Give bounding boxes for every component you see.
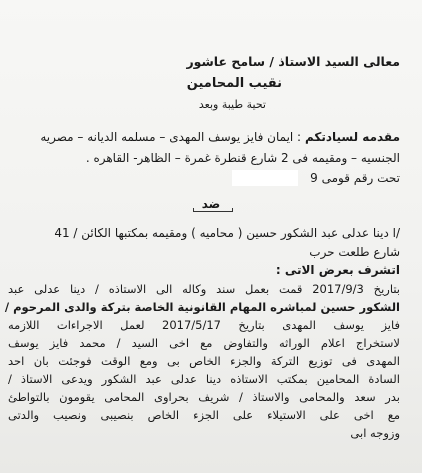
complainant-label: مقدمه لسيادتكم [304,130,400,144]
complainant-details: : ايمان فايز يوسف المهدى – مسلمه الديانه – مصريه [40,130,302,144]
paragraph-line-8: مع اخى على الاستيلاء على الجزء الخاص بنصيبى ونصيب والدتى [8,408,400,422]
against-heading: ضد [201,197,221,211]
underline-tick-left [193,208,194,212]
national-id-line: تحت رقم قومى 9 [310,171,400,185]
defendant-line-2: شارع طلعت حرب [309,245,400,259]
redacted-id-box [232,170,298,186]
paragraph-line-6: السادة المحامين بمكتب الاستاذه دينا عدلى عبد الشكور ويدعى الاستاذ / [8,372,400,386]
paragraph-line-3: فايز يوسف المهدى بتاريخ 2017/5/17 لعمل الاجراءات اللازمه [8,318,400,332]
paragraph-line-2: الشكور حسين لمباشره المهام القانونية الخاصة بتركة والدى المرحوم / [4,300,400,314]
intro-line: اتشرف بعرض الاتى : [275,263,400,277]
complainant-line-1 [8,129,400,145]
paragraph-line-7: بدر سعد والمحامى والاستاذ / شريف بحراوى المحامى يقومون بالتواطئ [8,390,400,404]
greeting: تحية طيبة وبعد [198,98,266,111]
paragraph-line-4: لاستخراج اعلام الوراثه والتفاوض مع اخى السيد / محمد فايز يوسف [8,336,400,350]
paragraph-line-5: المهدى فى توزيع التركة والجزء الخاص بى ومع الوقت فوجئت بان احد [8,354,400,368]
underline-tick-right [232,208,233,212]
letter-title: نقيب المحامين [186,76,282,91]
complainant-line-2: الجنسيه – ومقيمه فى 2 شارع قنطرة غمرة – الظاهر- القاهره . [85,151,400,165]
paragraph-line-9: وزوجه ابى [350,426,400,440]
addressee-line: معالى السيد الاستاذ / سامح عاشور [186,54,400,69]
defendant-line-1: /ا دينا عدلى عبد الشكور حسين ( محاميه ) ومقيمه بمكتبها الكائن / 41 [54,226,400,240]
heading-underline [193,211,233,212]
paragraph-line-1: بتاريخ 2017/9/3 قمت بعمل سند وكاله الى الاستاذه / دينا عدلى عبد [8,282,400,296]
